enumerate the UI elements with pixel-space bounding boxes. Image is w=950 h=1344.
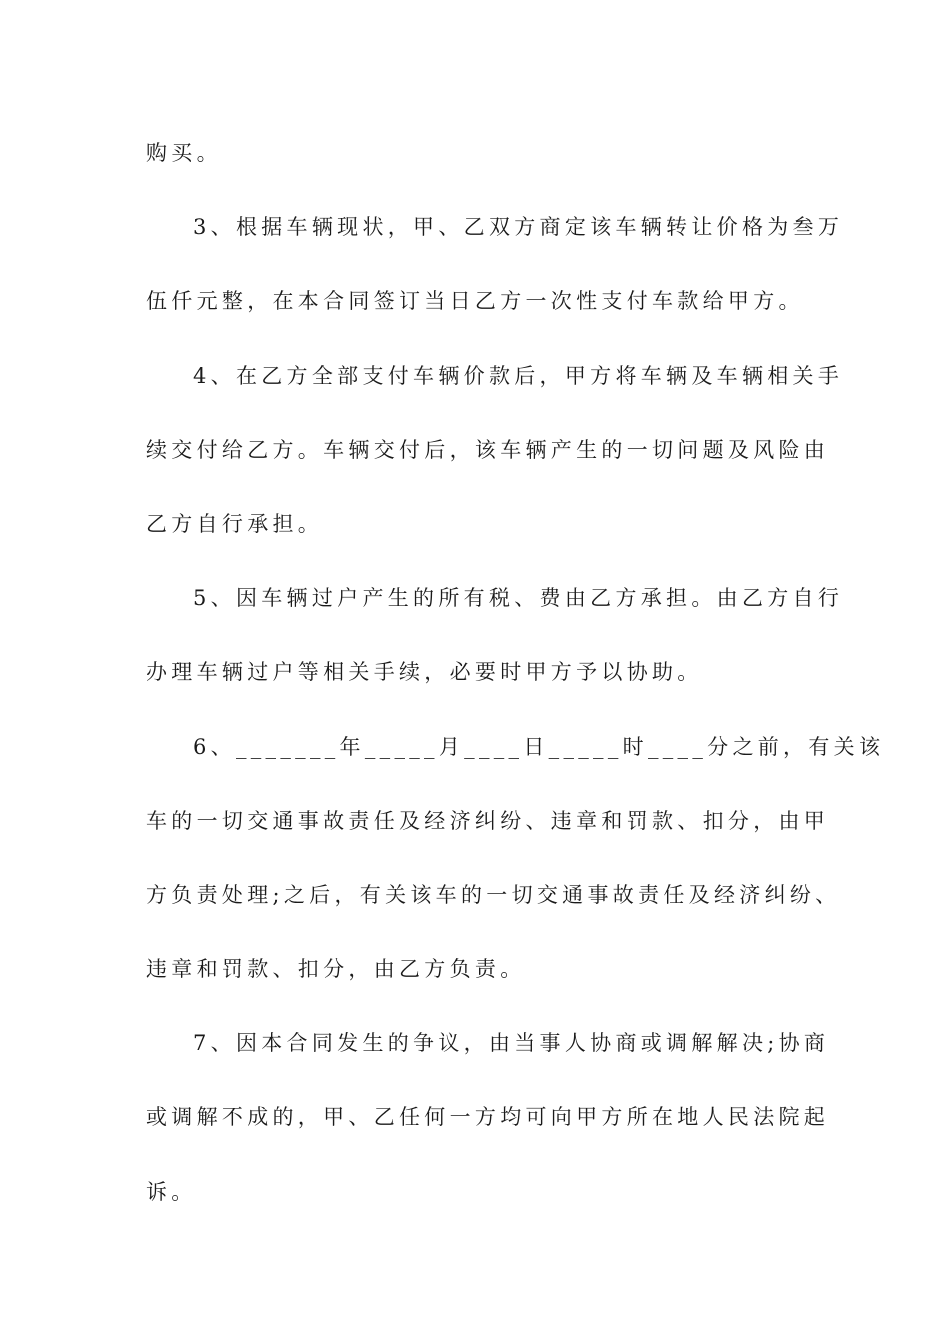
document-line: 7、因本合同发生的争议，由当事人协商或调解解决;协商 [193, 1031, 830, 1056]
document-body [146, 133, 885, 1246]
document-line: 4、在乙方全部支付车辆价款后，甲方将车辆及车辆相关手 [193, 363, 844, 388]
document-line: 办理车辆过户等相关手续，必要时甲方予以协助。 [146, 660, 703, 685]
document-line: 诉。 [146, 1179, 197, 1204]
document-line: 方负责处理;之后，有关该车的一切交通事故责任及经济纠纷、 [146, 882, 841, 907]
document-line: 6、_______年_____月____日_____时____分之前，有关该 [193, 734, 885, 759]
document-line: 车的一切交通事故责任及经济纠纷、违章和罚款、扣分，由甲 [146, 808, 830, 833]
document-line: 伍仟元整，在本合同签订当日乙方一次性支付车款给甲方。 [146, 289, 804, 314]
document-line: 购买。 [146, 141, 222, 165]
document-line: 3、根据车辆现状，甲、乙双方商定该车辆转让价格为叁万 [193, 215, 844, 240]
document-line: 续交付给乙方。车辆交付后，该车辆产生的一切问题及风险由 [146, 437, 830, 462]
document-line: 5、因车辆过户产生的所有税、费由乙方承担。由乙方自行 [193, 586, 844, 611]
document-line: 违章和罚款、扣分，由乙方负责。 [146, 957, 526, 982]
document-line: 乙方自行承担。 [146, 511, 324, 536]
document-line: 或调解不成的，甲、乙任何一方均可向甲方所在地人民法院起 [146, 1105, 830, 1130]
